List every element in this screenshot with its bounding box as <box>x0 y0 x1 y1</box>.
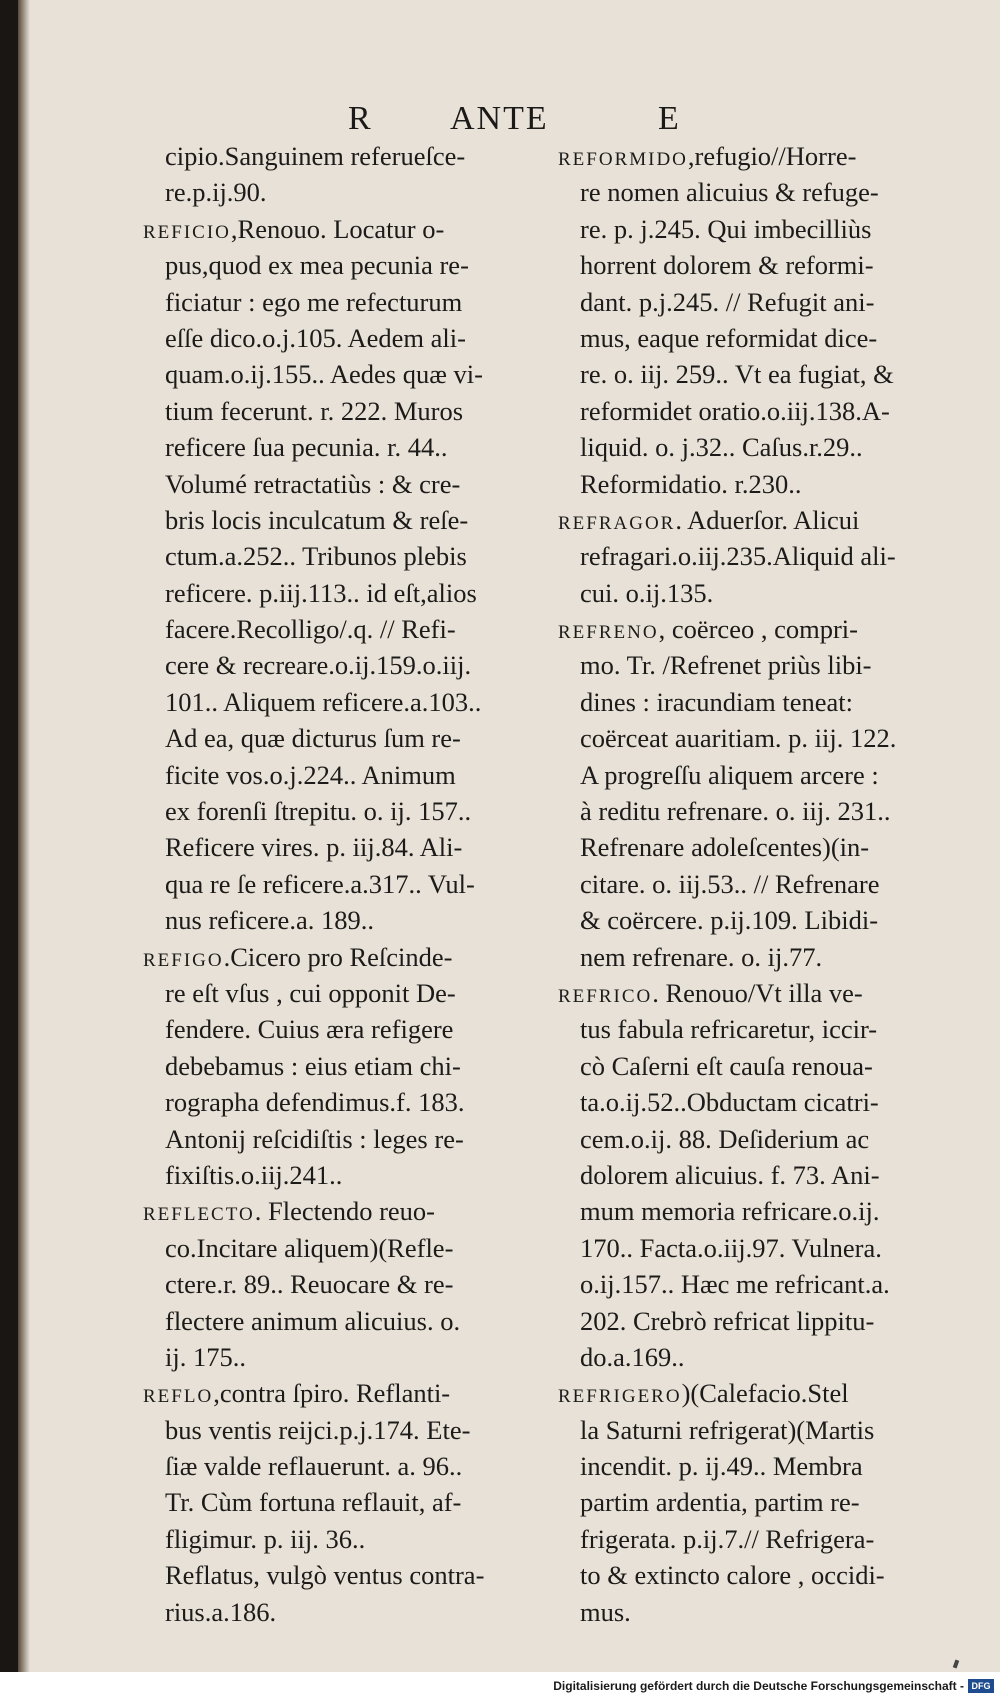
entry-text: cem.o.ij. 88. Deſiderium ac <box>580 1123 870 1154</box>
text-line <box>558 1084 998 1120</box>
text-line <box>558 1193 998 1229</box>
text-line <box>558 611 998 647</box>
text-line <box>143 356 578 392</box>
entry-text: ficite vos.o.j.224.. Animum <box>165 759 456 790</box>
entry-text: nem refrenare. o. ij.77. <box>580 941 823 972</box>
entry-text: mus. <box>580 1596 631 1627</box>
text-line <box>558 793 998 829</box>
entry-text: Refrenare adoleſcentes)(in- <box>580 832 870 863</box>
header-title: ANTE <box>450 100 549 137</box>
header-left-letter: R <box>348 100 373 137</box>
entry-text: Antonij reſcidiſtis : leges re- <box>165 1123 464 1154</box>
entry-headword: REFORMIDO <box>558 149 688 170</box>
entry-headword: REFRAGOR <box>558 512 676 534</box>
entry-headword: REFIGO <box>143 949 224 971</box>
book-page <box>18 0 1000 1672</box>
text-line <box>143 829 578 865</box>
text-line <box>558 1121 998 1157</box>
text-line <box>558 1448 998 1484</box>
entry-text: 170.. Facta.o.iij.97. Vulnera. <box>580 1232 882 1263</box>
text-line <box>558 575 998 611</box>
text-line <box>143 466 578 502</box>
entry-text: incendit. p. ij.49.. Membra <box>580 1451 863 1482</box>
entry-text: & coërcere. p.ij.109. Libidi- <box>580 905 879 936</box>
text-line <box>558 1375 998 1411</box>
entry-text: . Flectendo reuo- <box>254 1196 436 1227</box>
text-line <box>143 320 578 356</box>
entry-headword: REFRICO <box>558 985 653 1007</box>
entry-text: co.Incitare aliquem)(Refle- <box>165 1232 454 1263</box>
text-line <box>558 866 998 902</box>
entry-text: re. o. iij. 259.. Vt ea fugiat, & <box>580 359 894 390</box>
text-line <box>143 757 578 793</box>
left-column <box>143 138 578 1630</box>
entry-text: rius.a.186. <box>165 1596 277 1627</box>
text-line <box>143 1448 578 1484</box>
entry-text: . Renouo/Vt illa ve- <box>652 977 863 1008</box>
text-line <box>143 647 578 683</box>
entry-text: 202. Crebrò refricat lippitu- <box>580 1305 875 1336</box>
entry-text: citare. o. iij.53.. // Refrenare <box>580 868 880 899</box>
text-line <box>143 174 578 210</box>
entry-text: )(Calefacio.Stel <box>681 1378 849 1409</box>
text-line <box>143 902 578 938</box>
text-line <box>143 1230 578 1266</box>
text-line <box>143 1121 578 1157</box>
text-line <box>143 1412 578 1448</box>
text-line <box>143 1303 578 1339</box>
text-line <box>143 1048 578 1084</box>
text-line <box>558 284 998 320</box>
text-line <box>558 1484 998 1520</box>
entry-text: mum memoria refricare.o.ij. <box>580 1196 880 1227</box>
entry-text: partim ardentia, partim re- <box>580 1487 860 1518</box>
entry-text: re. p. j.245. Qui imbecilliùs <box>580 213 872 244</box>
entry-headword: REFRENO <box>558 622 659 644</box>
text-line <box>558 1303 998 1339</box>
ink-mark <box>953 1660 959 1669</box>
text-line <box>143 1339 578 1375</box>
entry-text: quam.o.ij.155.. Aedes quæ vi- <box>165 359 483 390</box>
text-line <box>143 611 578 647</box>
entry-text: la Saturni refrigerat)(Martis <box>580 1414 875 1445</box>
text-line <box>143 575 578 611</box>
entry-text: nus reficere.a. 189.. <box>165 905 374 936</box>
text-line <box>558 1011 998 1047</box>
right-column <box>558 138 998 1630</box>
text-line <box>558 975 998 1011</box>
entry-text: ,Renouo. Locatur o- <box>230 213 445 244</box>
text-line <box>558 320 998 356</box>
entry-text: horrent dolorem & reformi- <box>580 250 874 281</box>
entry-text: rographa defendimus.f. 183. <box>165 1087 465 1118</box>
text-line <box>143 720 578 756</box>
text-line <box>143 247 578 283</box>
entry-text: cipio.Sanguinem referueſce- <box>165 141 466 171</box>
text-line <box>143 1011 578 1047</box>
entry-text: cò Caſerni eſt cauſa renoua- <box>580 1050 873 1081</box>
footer-credit: Digitalisierung gefördert durch die Deutsche Forschungsgemeinschaft - <box>553 1679 964 1693</box>
entry-text: mo. Tr. /Refrenet priùs libi- <box>580 650 872 681</box>
entry-text: reficere. p.iij.113.. id eſt,alios <box>165 577 477 608</box>
entry-text: re.p.ij.90. <box>165 177 267 208</box>
text-line <box>143 793 578 829</box>
entry-text: Reficere vires. p. iij.84. Ali- <box>165 832 463 863</box>
text-line <box>143 211 578 247</box>
entry-text: fligimur. p. iij. 36.. <box>165 1523 366 1554</box>
entry-text: ficiatur : ego me refecturum <box>165 286 463 317</box>
entry-text: bus ventis reijci.p.j.174. Ete- <box>165 1414 471 1445</box>
header-right-letter: E <box>658 100 681 137</box>
text-line <box>143 939 578 975</box>
entry-text: coërceat auaritiam. p. iij. 122. <box>580 723 897 754</box>
entry-text: o.ij.157.. Hæc me refricant.a. <box>580 1269 890 1300</box>
text-line <box>558 356 998 392</box>
entry-text: ex forenſi ſtrepitu. o. ij. 157.. <box>165 796 472 827</box>
entry-text: ,refugio//Horre- <box>687 141 857 171</box>
text-line <box>143 138 578 174</box>
entry-text: Ad ea, quæ dicturus ſum re- <box>165 723 461 754</box>
entry-text: 101.. Aliquem reficere.a.103.. <box>165 686 482 717</box>
entry-text: re eſt vſus , cui opponit De- <box>165 977 456 1008</box>
entry-text: tus fabula refricaretur, iccir- <box>580 1014 878 1045</box>
entry-text: Volumé retractatiùs : & cre- <box>165 468 461 499</box>
text-line <box>558 1230 998 1266</box>
entry-text: tium fecerunt. r. 222. Muros <box>165 395 464 426</box>
entry-text: fendere. Cuius æra refigere <box>165 1014 454 1045</box>
text-line <box>558 1339 998 1375</box>
text-line <box>143 284 578 320</box>
text-line <box>558 939 998 975</box>
text-line <box>558 647 998 683</box>
entry-text: Reformidatio. r.230.. <box>580 468 802 499</box>
text-line <box>558 1412 998 1448</box>
text-line <box>558 393 998 429</box>
text-line <box>143 1375 578 1411</box>
text-line <box>143 1084 578 1120</box>
text-line <box>143 502 578 538</box>
text-line <box>558 1157 998 1193</box>
entry-text: ctere.r. 89.. Reuocare & re- <box>165 1269 454 1300</box>
text-line <box>143 1484 578 1520</box>
text-line <box>558 247 998 283</box>
entry-text: ij. 175.. <box>165 1341 246 1372</box>
text-line <box>558 1521 998 1557</box>
entry-text: ſiæ valde reflauerunt. a. 96.. <box>165 1451 463 1482</box>
text-line <box>558 1266 998 1302</box>
text-line <box>558 1594 998 1630</box>
text-line <box>143 1193 578 1229</box>
entry-text: Tr. Cùm fortuna reflauit, af- <box>165 1487 462 1518</box>
text-line <box>558 502 998 538</box>
entry-text: re nomen alicuius & refuge- <box>580 177 879 208</box>
text-line <box>558 538 998 574</box>
entry-text: debebamus : eius etiam chi- <box>165 1050 461 1081</box>
gutter-shadow <box>18 0 30 1672</box>
entry-text: refragari.o.iij.235.Aliquid ali- <box>580 541 896 572</box>
text-line <box>143 975 578 1011</box>
entry-text: mus, eaque reformidat dice- <box>580 322 878 353</box>
text-line <box>558 757 998 793</box>
entry-text: do.a.169.. <box>580 1341 685 1372</box>
entry-text: pus,quod ex mea pecunia re- <box>165 250 469 281</box>
text-line <box>558 429 998 465</box>
text-line <box>143 1266 578 1302</box>
text-line <box>558 211 998 247</box>
entry-text: à reditu refrenare. o. iij. 231.. <box>580 796 891 827</box>
text-line <box>558 829 998 865</box>
text-line <box>558 466 998 502</box>
text-line <box>143 1521 578 1557</box>
entry-text: .Cicero pro Reſcinde- <box>223 941 453 972</box>
entry-text: cui. o.ij.135. <box>580 577 714 608</box>
text-line <box>558 174 998 210</box>
entry-text: to & extincto calore , occidi- <box>580 1560 885 1591</box>
entry-text: dolorem alicuius. f. 73. Ani- <box>580 1159 880 1190</box>
dfg-logo: DFG <box>968 1679 994 1693</box>
entry-text: qua re ſe reficere.a.317.. Vul- <box>165 868 475 899</box>
text-line <box>558 684 998 720</box>
entry-text: flectere animum alicuius. o. <box>165 1305 461 1336</box>
entry-text: facere.Recolligo/.q. // Refi- <box>165 614 456 645</box>
text-line <box>558 1557 998 1593</box>
entry-text: liquid. o. j.32.. Caſus.r.29.. <box>580 432 863 463</box>
digitization-footer <box>0 1672 1000 1702</box>
entry-text: dines : iracundiam teneat: <box>580 686 853 717</box>
text-line <box>143 866 578 902</box>
text-line <box>143 429 578 465</box>
text-line <box>143 1157 578 1193</box>
entry-text: ctum.a.252.. Tribunos plebis <box>165 541 467 572</box>
entry-text: fixiſtis.o.iij.241.. <box>165 1159 343 1190</box>
text-line <box>143 1594 578 1630</box>
entry-headword: REFLECTO <box>143 1204 255 1226</box>
entry-text: Reflatus, vulgò ventus contra- <box>165 1560 485 1591</box>
entry-headword: REFICIO <box>143 221 231 243</box>
entry-text: bris locis inculcatum & reſe- <box>165 504 469 535</box>
entry-text: ,contra ſpiro. Reflanti- <box>213 1378 451 1409</box>
text-line <box>558 902 998 938</box>
entry-headword: REFLO <box>143 1386 214 1408</box>
text-line <box>143 393 578 429</box>
entry-headword: REFRIGERO <box>558 1386 682 1408</box>
entry-text: . Aduerſor. Alicui <box>675 504 860 535</box>
entry-text: reficere ſua pecunia. r. 44.. <box>165 432 448 463</box>
text-line <box>143 684 578 720</box>
text-line <box>143 1557 578 1593</box>
running-header <box>18 100 1000 140</box>
entry-text: dant. p.j.245. // Refugit ani- <box>580 286 875 317</box>
text-line <box>558 138 998 174</box>
text-line <box>558 720 998 756</box>
entry-text: A progreſſu aliquem arcere : <box>580 759 879 790</box>
text-line <box>558 1048 998 1084</box>
entry-text: eſſe dico.o.j.105. Aedem ali- <box>165 322 466 353</box>
entry-text: frigerata. p.ij.7.// Refrigera- <box>580 1523 875 1554</box>
text-line <box>143 538 578 574</box>
entry-text: cere & recreare.o.ij.159.o.iij. <box>165 650 472 681</box>
entry-text: reformidet oratio.o.iij.138.A- <box>580 395 890 426</box>
entry-text: , coërceo , compri- <box>658 614 858 645</box>
entry-text: ta.o.ij.52..Obductam cicatri- <box>580 1087 879 1118</box>
